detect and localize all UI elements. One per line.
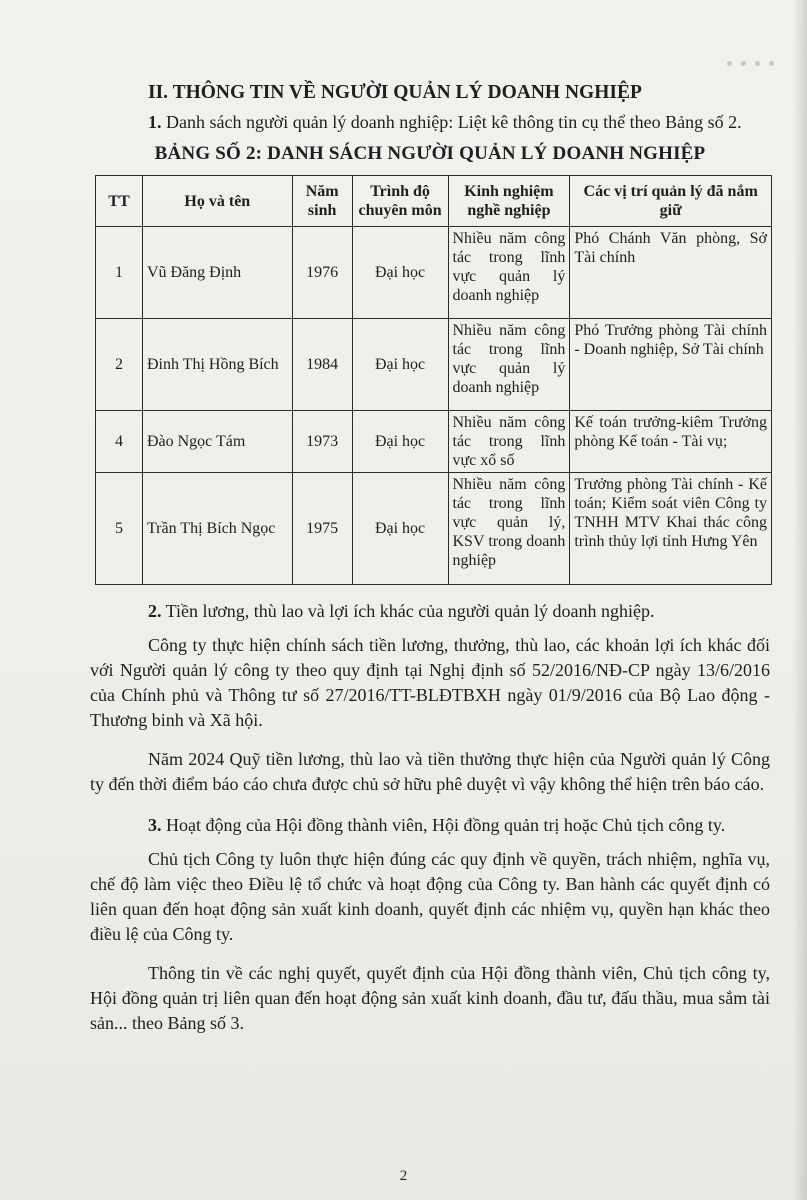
item1-paragraph [90,110,770,135]
table-title: BẢNG SỐ 2: DANH SÁCH NGƯỜI QUẢN LÝ DOANH NGHIỆP [154,143,706,164]
item2-heading [90,599,770,624]
header-tt: TT [96,176,143,227]
cell-tt: 2 [96,319,143,411]
item2-paragraph-2: Năm 2024 Quỹ tiền lương, thù lao và tiền thưởng thực hiện của Người quản lý Công ty đến thời điểm báo cáo chưa được chủ sở hữu phê duyệt vì vậy không thể hiện trên báo cáo. [90,749,770,794]
cell-name: Vũ Đăng Định [142,227,292,319]
managers-table [95,175,772,585]
page-number: 2 [399,1168,408,1184]
cell-name: Đinh Thị Hồng Bích [142,319,292,411]
item2-paragraph-1: Công ty thực hiện chính sách tiền lương, thưởng, thù lao, các khoản lợi ích khác đối với Người quản lý công ty theo quy định tại Nghị định số 52/2016/NĐ-CP ngày 13/6/2016 của Chính phủ và Thông tư số 27/2016/TT-BLĐTBXH ngày 01/9/2016 của Bộ Lao động - Thương binh và Xã hội. [90,635,770,730]
cell-level: Đại học [352,473,448,585]
cell-position: Phó Chánh Văn phòng, Sở Tài chính [570,227,772,319]
cell-name: Đào Ngọc Tám [142,411,292,473]
cell-position: Phó Trưởng phòng Tài chính - Doanh nghiệp, Sở Tài chính [570,319,772,411]
item3-paragraph-1: Chủ tịch Công ty luôn thực hiện đúng các quy định về quyền, trách nhiệm, nghĩa vụ, chế độ làm việc theo Điều lệ tổ chức và hoạt động của Công ty. Ban hành các quyết định có liên quan đến hoạt động sản xuất kinh doanh, quyết định các nhiệm vụ, quyền hạn khác theo điều lệ của Công ty. [90,849,770,944]
page-edge-shadow [793,0,807,1200]
table-header-row [96,176,772,227]
cell-year: 1973 [292,411,352,473]
cell-year: 1984 [292,319,352,411]
header-year: Năm sinh [292,176,352,227]
item3-label: 3. [148,815,162,835]
item3-heading [90,813,770,838]
item2-label: 2. [148,601,162,621]
header-name: Họ và tên [142,176,292,227]
cell-experience: Nhiều năm công tác trong lĩnh vực quản lý doanh nghiệp [448,227,570,319]
cell-year: 1975 [292,473,352,585]
cell-level: Đại học [352,411,448,473]
item2-title: Tiền lương, thù lao và lợi ích khác của người quản lý doanh nghiệp. [161,601,655,621]
cell-year: 1976 [292,227,352,319]
cell-experience: Nhiều năm công tác trong lĩnh vực xổ số [448,411,570,473]
cell-experience: Nhiều năm công tác trong lĩnh vực quản lý doanh nghiệp [448,319,570,411]
item1-text: Danh sách người quản lý doanh nghiệp: Liệt kê thông tin cụ thể theo Bảng số 2. [161,112,742,132]
cell-level: Đại học [352,227,448,319]
item1-label: 1. [148,112,162,132]
table-row [96,227,772,319]
table-row [96,411,772,473]
item3-title: Hoạt động của Hội đồng thành viên, Hội đồng quản trị hoặc Chủ tịch công ty. [161,815,726,835]
cell-experience: Nhiều năm công tác trong lĩnh vực quản lý, KSV trong doanh nghiệp [448,473,570,585]
cell-level: Đại học [352,319,448,411]
section-heading: II. THÔNG TIN VỀ NGƯỜI QUẢN LÝ DOANH NGHIỆP [148,82,642,103]
punch-hole-dots [727,58,785,70]
header-level: Trình độ chuyên môn [352,176,448,227]
cell-position: Kế toán trưởng-kiêm Trưởng phòng Kế toán - Tài vụ; [570,411,772,473]
table-row [96,473,772,585]
page-content [90,78,770,1036]
item3-paragraph-2: Thông tin về các nghị quyết, quyết định của Hội đồng thành viên, Chủ tịch công ty, Hội đồng quản trị liên quan đến hoạt động sản xuất kinh doanh, đầu tư, đấu thầu, mua sắm tài sản... theo Bảng số 3. [90,963,770,1033]
cell-position: Trưởng phòng Tài chính - Kế toán; Kiểm soát viên Công ty TNHH MTV Khai thác công trình thủy lợi tỉnh Hưng Yên [570,473,772,585]
table-row [96,319,772,411]
header-position: Các vị trí quản lý đã nắm giữ [570,176,772,227]
cell-tt: 5 [96,473,143,585]
cell-tt: 1 [96,227,143,319]
cell-tt: 4 [96,411,143,473]
header-experience: Kinh nghiệm nghề nghiệp [448,176,570,227]
cell-name: Trần Thị Bích Ngọc [142,473,292,585]
